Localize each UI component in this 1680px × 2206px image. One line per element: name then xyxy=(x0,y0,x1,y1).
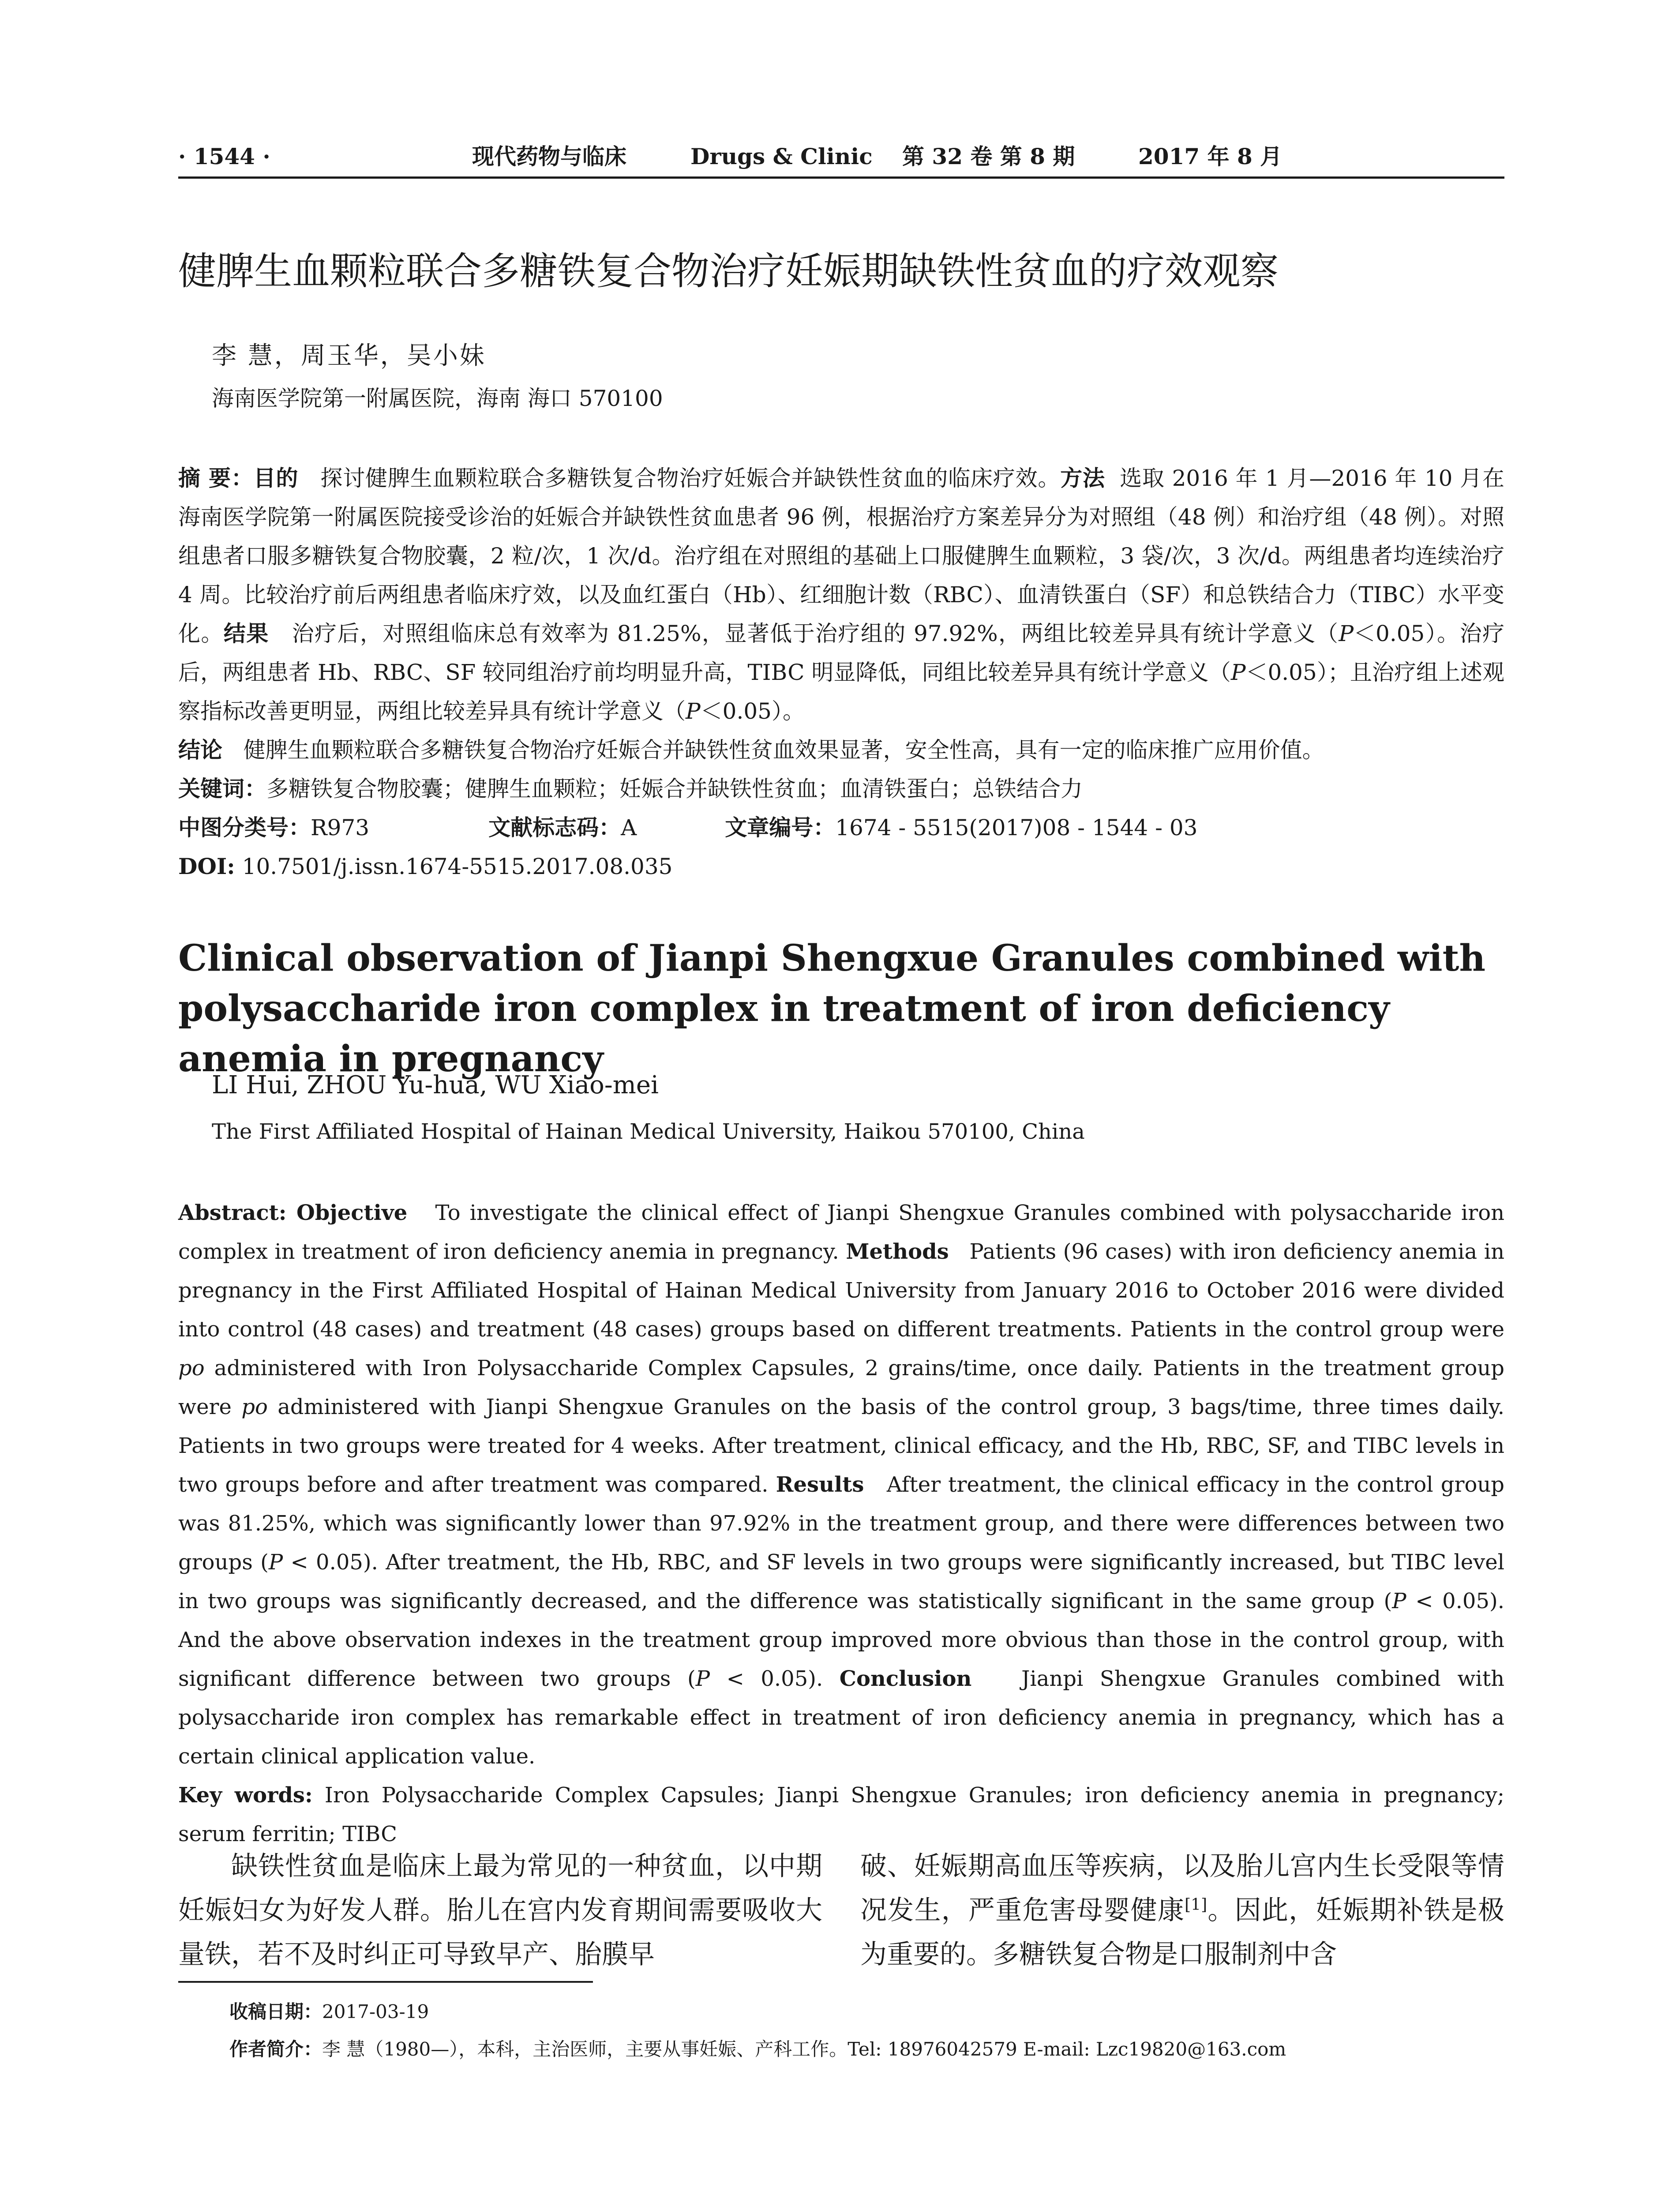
article-no-label: 文章编号： xyxy=(725,815,836,840)
conclusion-label-cn: 结论 xyxy=(178,737,222,763)
footnote-rule xyxy=(178,1981,593,1983)
results-cn-4: ＜0.05）。 xyxy=(700,698,805,724)
paper-title-en: Clinical observation of Jianpi Shengxue Granules combined with polysaccharide iron complex in treatment of iron deficiency anemia in pregnancy xyxy=(178,937,1486,1080)
journal-name-cn: 现代药物与临床 xyxy=(472,144,626,169)
abstract-en xyxy=(178,1193,1504,1853)
results-en-2: < 0.05). After treatment, the Hb, RBC, and SF levels in two groups were significantly increased, but TIBC level in two groups was significantly decreased, and the difference was statistically significant in the same group ( xyxy=(178,1550,1505,1613)
results-label-cn: 结果 xyxy=(223,621,269,646)
objective-cn: 探讨健脾生血颗粒联合多糖铁复合物治疗妊娠合并缺铁性贫血的临床疗效。 xyxy=(320,465,1061,491)
page-number: · 1544 · xyxy=(178,143,270,169)
p-value-symbol: P xyxy=(1339,621,1354,646)
keywords-label-en: Key words: xyxy=(178,1783,313,1808)
received-label: 收稿日期： xyxy=(229,2001,322,2022)
doc-code-label: 文献标志码： xyxy=(488,815,621,840)
conclusion-label-en: Conclusion xyxy=(839,1666,972,1691)
paper-title-cn: 健脾生血颗粒联合多糖铁复合物治疗妊娠期缺铁性贫血的疗效观察 xyxy=(178,249,1279,293)
affiliation-en: The First Affiliated Hospital of Hainan Medical University, Haikou 570100, China xyxy=(212,1119,1085,1144)
doi: 10.7501/j.issn.1674-5515.2017.08.035 xyxy=(242,854,673,879)
author-bio-label: 作者简介： xyxy=(229,2038,322,2060)
methods-label-en: Methods xyxy=(846,1239,949,1264)
methods-label-cn: 方法 xyxy=(1060,465,1105,491)
methods-en-1: Patients (96 cases) with iron deficiency anemia in pregnancy in the First Affiliated Hospital of Hainan Medical University from January 2016 to October 2016 were divided into control (48 cases) and treatment (48 cases) groups based on different treatments. Patients in the control group were xyxy=(178,1239,1504,1342)
results-en-4: < 0.05). xyxy=(726,1666,823,1691)
body-column-left: 缺铁性贫血是临床上最为常见的一种贫血，以中期妊娠妇女为好发人群。胎儿在宫内发育期间需要吸收大量铁，若不及时纠正可导致早产、胎膜早 xyxy=(178,1851,822,1970)
results-en-3: < 0.05). And the above observation indexes in the treatment group improved more obvious than those in the control group, with significant difference between two groups ( xyxy=(178,1589,1504,1691)
abstract-label-en: Abstract: Objective xyxy=(178,1201,408,1225)
received-value: 2017-03-19 xyxy=(322,2001,429,2022)
po-term: po xyxy=(241,1395,268,1419)
results-cn-2: ＜0.05）。治疗后，两组患者 Hb、RBC、SF 较同组治疗前均明显升高，TIBC 明显降低，同组比较差异具有统计学意义（ xyxy=(178,621,1505,685)
keywords-label-cn: 关键词： xyxy=(178,776,266,802)
abstract-cn xyxy=(178,459,1504,886)
p-value-symbol: P xyxy=(1392,1589,1406,1613)
results-en-1: After treatment, the clinical efficacy in the control group was 81.25%, which was significantly lower than 97.92% in the treatment group, and there were differences between two groups ( xyxy=(178,1472,1504,1575)
methods-en-2: administered with Iron Polysaccharide Complex Capsules, 2 grains/time, once daily. Patients in the treatment group were xyxy=(178,1356,1504,1419)
citation-ref: [1] xyxy=(1185,1896,1208,1914)
keywords-en: Iron Polysaccharide Complex Capsules; Jianpi Shengxue Granules; iron deficiency anemia in pregnancy; serum ferritin; TIBC xyxy=(178,1783,1505,1846)
results-cn-1: 治疗后，对照组临床总有效率为 81.25%，显著低于治疗组的 97.92%，两组比较差异具有统计学意义（ xyxy=(292,621,1339,646)
journal-name-en: Drugs & Clinic xyxy=(690,143,873,169)
journal-volume: 第 32 卷 第 8 期 xyxy=(902,143,1075,169)
doc-code: A xyxy=(621,815,637,840)
doi-label: DOI: xyxy=(178,853,235,879)
methods-cn: 选取 2016 年 1 月—2016 年 10 月在海南医学院第一附属医院接受诊治的妊娠合并缺铁性贫血患者 96 例，根据治疗方案差异分为对照组（48 例）和治疗组（48 例）。对照组患者口服多糖铁复合物胶囊，2 粒/次，1 次/d。治疗组在对照组的基础上口服健脾生血颗粒，3 袋/次，3 次/d。两组患者均连续治疗 4 周。比较治疗前后两组患者临床疗效，以及血红蛋白（Hb）、红细胞计数（RBC）、血清铁蛋白（SF）和总铁结合力（TIBC）水平变化。 xyxy=(178,465,1504,646)
journal-date: 2017 年 8 月 xyxy=(1138,143,1282,169)
body-column-right xyxy=(860,1844,1504,1977)
article-no: 1674 - 5515(2017)08 - 1544 - 03 xyxy=(835,815,1198,840)
clc-label: 中图分类号： xyxy=(178,815,311,840)
po-term: po xyxy=(178,1356,205,1381)
author-bio-text: 李 慧（1980—），本科，主治医师，主要从事妊娠、产科工作。Tel: 18976042579 E-mail: Lzc19820@163.com xyxy=(322,2038,1286,2060)
clc-code: R973 xyxy=(311,815,370,840)
p-value-symbol: P xyxy=(686,698,701,724)
methods-en-3: administered with Jianpi Shengxue Granules on the basis of the control group, 3 bags/time, three times daily. Patients in two groups were treated for 4 weeks. After treatment, clinical efficacy, and the Hb, RBC, SF, and TIBC levels in two groups before and after treatment was compared. xyxy=(178,1395,1504,1497)
header-rule xyxy=(178,176,1504,179)
author-bio xyxy=(229,2034,1286,2065)
p-value-symbol: P xyxy=(1230,660,1246,685)
results-cn-3: ＜0.05）；且治疗组上述观察指标改善更明显，两组比较差异具有统计学意义（ xyxy=(178,660,1504,724)
affiliation-cn: 海南医学院第一附属医院，海南 海口 570100 xyxy=(212,386,663,411)
objective-label-cn: 目的 xyxy=(253,465,299,491)
classification-line xyxy=(178,815,1198,840)
keywords-cn: 多糖铁复合物胶囊；健脾生血颗粒；妊娠合并缺铁性贫血；血清铁蛋白；总铁结合力 xyxy=(266,776,1083,802)
body-right-text-2: 。因此，妊娠期补铁是极为重要的。多糖铁复合物是口服制剂中含 xyxy=(860,1895,1505,1970)
conclusion-cn: 健脾生血颗粒联合多糖铁复合物治疗妊娠合并缺铁性贫血效果显著，安全性高，具有一定的临床推广应用价值。 xyxy=(243,737,1324,763)
p-value-symbol: P xyxy=(695,1666,710,1691)
authors-en: LI Hui, ZHOU Yu-hua, WU Xiao-mei xyxy=(212,1071,659,1099)
abstract-label-cn: 摘 要： xyxy=(178,465,254,491)
received-date xyxy=(229,1996,429,2027)
objective-en: To investigate the clinical effect of Jianpi Shengxue Granules combined with polysaccharide iron complex in treatment of iron deficiency anemia in pregnancy. xyxy=(178,1201,1505,1264)
body-right-text-1: 破、妊娠期高血压等疾病，以及胎儿宫内生长受限等情况发生，严重危害母婴健康 xyxy=(860,1851,1504,1926)
p-value-symbol: P xyxy=(268,1550,283,1575)
conclusion-en: Jianpi Shengxue Granules combined with polysaccharide iron complex has remarkable effect in treatment of iron deficiency anemia in pregnancy, which has a certain clinical application value. xyxy=(178,1666,1504,1769)
results-label-en: Results xyxy=(776,1472,864,1497)
authors-cn: 李 慧，周玉华，吴小妹 xyxy=(212,341,486,370)
